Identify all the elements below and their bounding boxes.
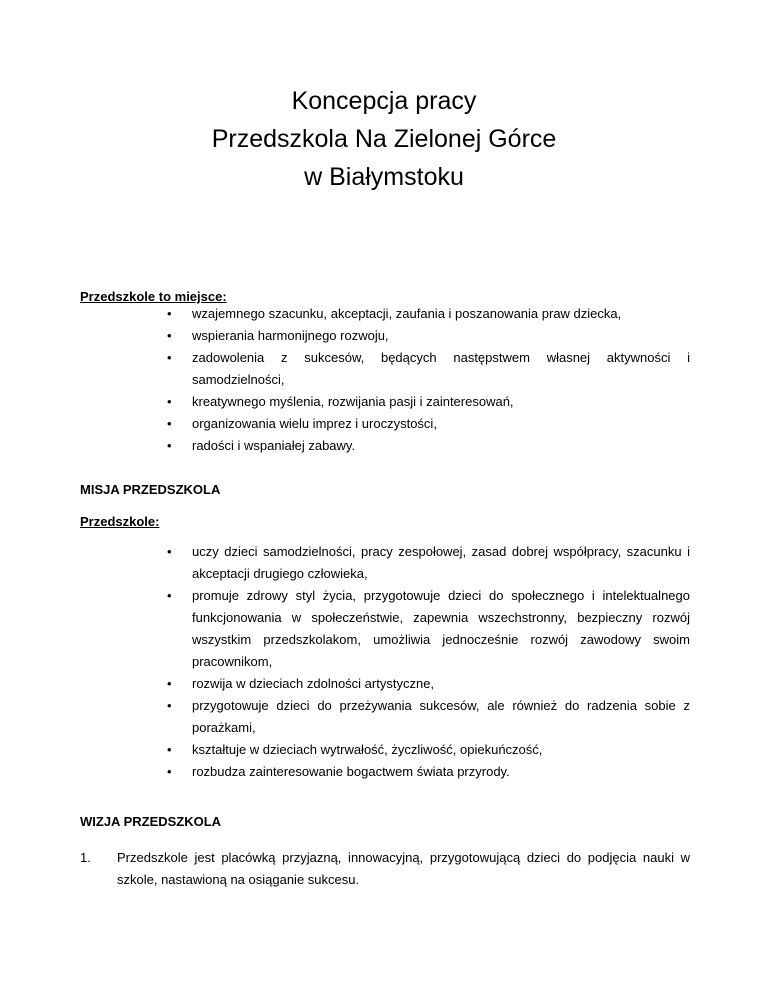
document-title (0, 82, 768, 196)
bullet-icon: • (167, 328, 172, 343)
bullet-icon: • (167, 350, 172, 365)
list-item: • organizowania wielu imprez i uroczystości, (0, 413, 690, 435)
title-line-3: w Białymstoku (304, 163, 464, 191)
title-line-1: Koncepcja pracy (291, 87, 477, 115)
list-wizja (0, 847, 690, 891)
list-misja (0, 541, 690, 783)
bullet-icon: • (167, 416, 172, 431)
list-item: • zadowolenia z sukcesów, będących następstwem własnej aktywności i samodzielności, (0, 347, 690, 391)
list-item: • radości i wspaniałej zabawy. (0, 435, 690, 457)
title-line-2: Przedszkola Na Zielonej Górce (211, 125, 557, 153)
bullet-icon: • (167, 438, 172, 453)
list-number: 1. (80, 850, 91, 865)
list-item: • kształtuje w dzieciach wytrwałość, życzliwość, opiekuńczość, (0, 739, 690, 761)
bullet-icon: • (167, 764, 172, 779)
list-item: • rozbudza zainteresowanie bogactwem świata przyrody. (0, 761, 690, 783)
bullet-icon: • (167, 544, 172, 559)
list-item: • uczy dzieci samodzielności, pracy zespołowej, zasad dobrej współpracy, szacunku i akceptacji drugiego człowieka, (0, 541, 690, 585)
bullet-icon: • (167, 742, 172, 757)
list-miejsce (0, 303, 690, 457)
section-heading-miejsce: Przedszkole to miejsce: (80, 289, 227, 304)
list-item: 1. Przedszkole jest placówką przyjazną, innowacyjną, przygotowującą dzieci do podjęcia nauki w szkole, nastawioną na osiąganie sukcesu. (0, 847, 690, 891)
section-heading-misja: MISJA PRZEDSZKOLA (80, 482, 221, 497)
list-item: • kreatywnego myślenia, rozwijania pasji i zainteresowań, (0, 391, 690, 413)
list-item: • wspierania harmonijnego rozwoju, (0, 325, 690, 347)
list-item: • promuje zdrowy styl życia, przygotowuje dzieci do społecznego i intelektualnego funkcjonowania w społeczeństwie, zapewnia wszechstronny, bezpieczny rozwój wszystkim przedszkolakom, umożliwia jednocześnie rozwój zawodowy swoim pracownikom, (0, 585, 690, 673)
list-item: • rozwija w dzieciach zdolności artystyczne, (0, 673, 690, 695)
section-heading-wizja: WIZJA PRZEDSZKOLA (80, 814, 222, 829)
bullet-icon: • (167, 306, 172, 321)
list-item: • wzajemnego szacunku, akceptacji, zaufania i poszanowania praw dziecka, (0, 303, 690, 325)
bullet-icon: • (167, 588, 172, 603)
list-item: • przygotowuje dzieci do przeżywania sukcesów, ale również do radzenia sobie z porażkami, (0, 695, 690, 739)
bullet-icon: • (167, 676, 172, 691)
bullet-icon: • (167, 394, 172, 409)
bullet-icon: • (167, 698, 172, 713)
subheading-przedszkole: Przedszkole: (80, 514, 160, 529)
